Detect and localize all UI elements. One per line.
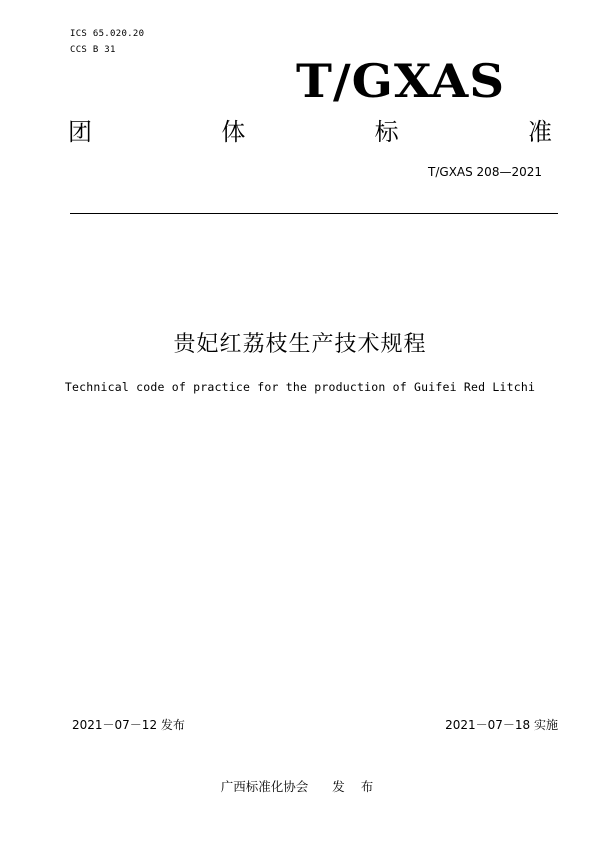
implementation-date: 2021－07－18 实施 — [445, 718, 558, 732]
standard-type-char-1: 团 — [68, 118, 92, 146]
standard-number: T/GXAS 208—2021 — [428, 165, 542, 179]
issue-date: 2021－07－12 发布 — [72, 718, 185, 732]
document-title-english: Technical code of practice for the production of Guifei Red Litchi — [64, 380, 536, 394]
publisher-action: 发 布 — [332, 779, 380, 794]
document-title-chinese: 贵妃红荔枝生产技术规程 — [173, 332, 427, 357]
publisher-line — [0, 777, 600, 795]
standard-logo: T/GXAS — [296, 54, 506, 108]
ccs-code: CCS B 31 — [70, 45, 116, 55]
standard-type-char-3: 标 — [374, 118, 399, 146]
standard-type-heading — [68, 116, 552, 148]
standard-type-char-4: 准 — [527, 118, 552, 146]
ics-code: ICS 65.020.20 — [70, 29, 145, 39]
publisher-organization: 广西标准化协会 — [220, 779, 309, 794]
standard-type-char-2: 体 — [221, 118, 246, 146]
header-divider — [70, 213, 558, 214]
